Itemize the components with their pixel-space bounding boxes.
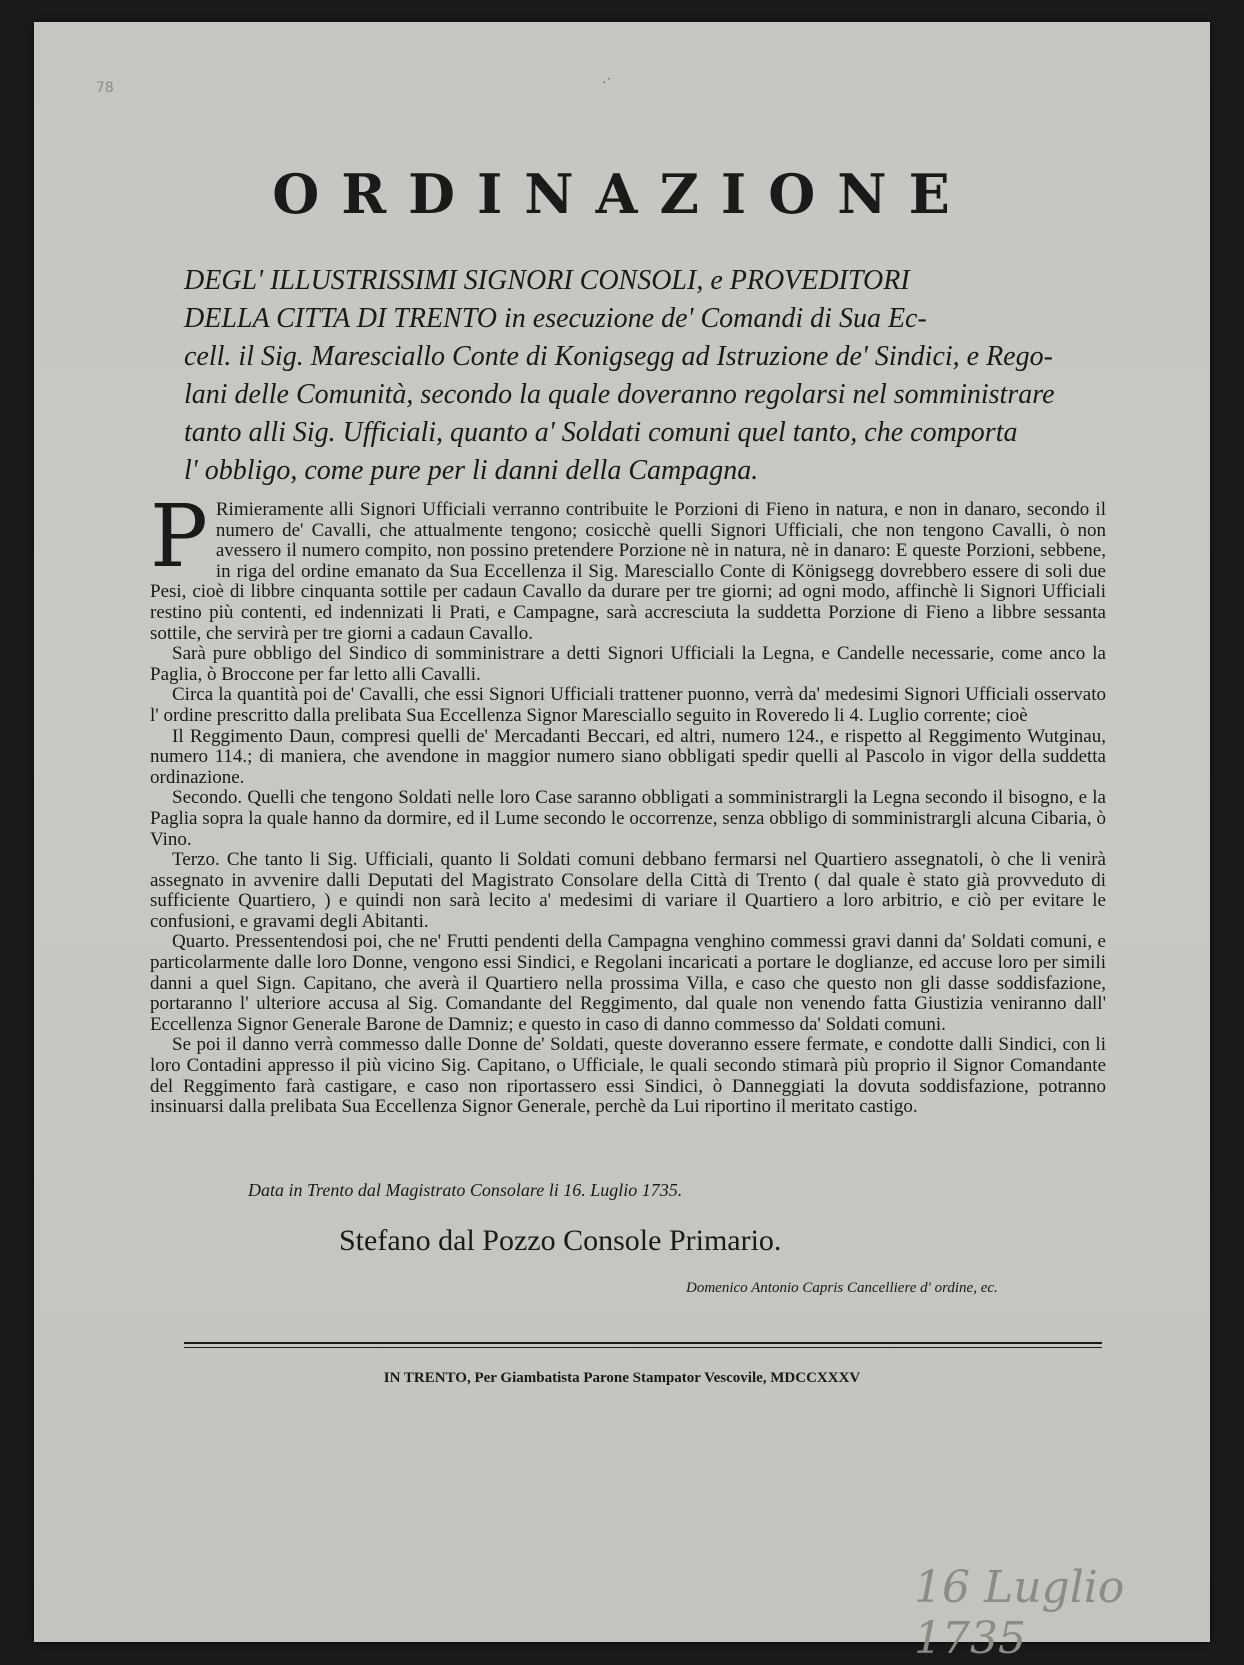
body-paragraph: Secondo. Quelli che tengono Soldati nelle loro Case saranno obbligati a somministrargli la Legna secondo il bisogno, e la Paglia sopra la quale hanno da dormire, ed il Lume secondo le occorrenze, senza obbligo di somministrargli alcuna Cibaria, ò Vino.: [150, 787, 1106, 850]
subtitle-line: DELLA CITTA DI TRENTO in esecuzione de' Comandi di Sua Ec-: [184, 303, 927, 334]
body-paragraph: Il Reggimento Daun, compresi quelli de' Mercadanti Beccari, ed altri, numero 124., e rispetto al Reggimento Wutginau, numero 114.; di maniera, che avendone in maggior numero siano obbligati spedir quelli al Pascolo in vigor della suddetta ordinazione.: [150, 725, 1106, 788]
body-paragraph: Sarà pure obbligo del Sindico di somministrare a detti Signori Ufficiali la Legna, e Candelle necessarie, come anco la Paglia, ò Broccone per far letto alli Cavalli.: [150, 643, 1106, 685]
countersign: Domenico Antonio Capris Cancelliere d' ordine, ec.: [686, 1280, 998, 1296]
subtitle-line: DEGL' ILLUSTRISSIMI SIGNORI CONSOLI, e PROVEDITORI: [184, 265, 910, 296]
signature: Stefano dal Pozzo Console Primario.: [339, 1224, 782, 1257]
pencil-mark: 78: [96, 80, 114, 96]
divider-rule: [184, 1342, 1102, 1344]
handwritten-date: 16 Luglio 1735: [914, 1562, 1125, 1664]
subtitle-line: l' obbligo, come pure per li danni della Campagna.: [184, 455, 759, 486]
body-paragraph: [150, 487, 1106, 644]
dateline: Data in Trento dal Magistrato Consolare li 16. Luglio 1735.: [248, 1180, 683, 1200]
drop-cap: P: [150, 487, 208, 587]
subtitle-line: cell. il Sig. Maresciallo Conte di Konigsegg ad Istruzione de' Sindici, e Rego-: [184, 341, 1053, 372]
document-title: ORDINAZIONE: [272, 162, 972, 226]
subtitle-line: lani delle Comunità, secondo la quale doveranno regolarsi nel somministrare: [184, 379, 1055, 410]
ink-speck: ·˙: [602, 76, 612, 91]
document-body: [150, 487, 1106, 1118]
printer-imprint: IN TRENTO, Per Giambatista Parone Stampator Vescovile, MDCCXXXV: [383, 1370, 861, 1386]
body-paragraph: Se poi il danno verrà commesso dalle Donne de' Soldati, queste doveranno essere fermate, e condotte dalli Sindici, con li loro Contadini appresso il più vicino Sig. Capitano, o Ufficiale, le quali secondo stimarà più proprio il Signor Comandante del Reggimento farà castigare, e caso non riportassero essi Sindici, ò Danneggiati la dovuta soddisfazione, potranno insinuarsi dalla prelibata Sua Eccellenza Signor Generale, perchè da Lui riportino il meritato castigo.: [150, 1034, 1106, 1118]
body-paragraph: Terzo. Che tanto li Sig. Ufficiali, quanto li Soldati comuni debbano fermarsi nel Quartiero assegnatoli, ò che li venirà assegnato in avvenire dalli Deputati del Magistrato Consolare della Città di Trento ( dal quale è stato già provveduto di sufficiente Quartiero, ) e quindi non sarà lecito a' medesimi di variare il Quartiero a loro arbitrio, e ciò per evitare le confusioni, e gravami degli Abitanti.: [150, 849, 1106, 932]
document-subtitle: [184, 262, 1084, 490]
paragraph-text: Rimieramente alli Signori Ufficiali verranno contribuite le Porzioni di Fieno in natura, e non in danaro, secondo il numero de' Cavalli, che attualmente tengono; cosicchè quelli Signori Ufficiali, che non tengono Cavalli, ò non avessero il numero compito, non possino pretendere Porzione nè in natura, nè in danaro: E queste Porzioni, sebbene, in riga del ordine emanato da Sua Eccellenza il Sig. Maresciallo Conte di Königsegg dovrebbero essere di soli due Pesi, cioè di libbre cinquanta sottile per cadaun Cavallo da durare per tre giorni; ad ogni modo, affinchè li Signori Ufficiali restino più contenti, ed indennizati li Prati, e Campagne, sarà accresciuta la suddetta Porzione di Fieno a libbre sessanta sottile, che servirà per tre giorni a cadaun Cavallo.: [150, 499, 1106, 644]
subtitle-line: tanto alli Sig. Ufficiali, quanto a' Soldati comuni quel tanto, che comporta: [184, 417, 1018, 448]
body-paragraph: Circa la quantità poi de' Cavalli, che essi Signori Ufficiali trattener puonno, verrà da' medesimi Signori Ufficiali osservato l' ordine prescritto dalla prelibata Sua Eccellenza Signor Maresciallo seguito in Roveredo li 4. Luglio corrente; cioè: [150, 684, 1106, 726]
body-paragraph: Quarto. Pressentendosi poi, che ne' Frutti pendenti della Campagna venghino commessi gravi danni da' Soldati comuni, e particolarmente dalle loro Donne, vengono essi Sindici, e Regolani incaricati a portare le doglianze, ed accuse loro per simili danni a quel Sign. Capitano, che averà il Quartiero nella prossima Villa, e caso che questo non gli dasse soddisfazione, portaranno l' ulteriore accusa al Sig. Comandante del Reggimento, dal quale non venendo fatta Giustizia veniranno dall' Eccellenza Signor Generale Barone de Damniz; e questo in caso di danno commesso da' Soldati comuni.: [150, 931, 1106, 1035]
broadside-sheet: [34, 22, 1210, 1664]
